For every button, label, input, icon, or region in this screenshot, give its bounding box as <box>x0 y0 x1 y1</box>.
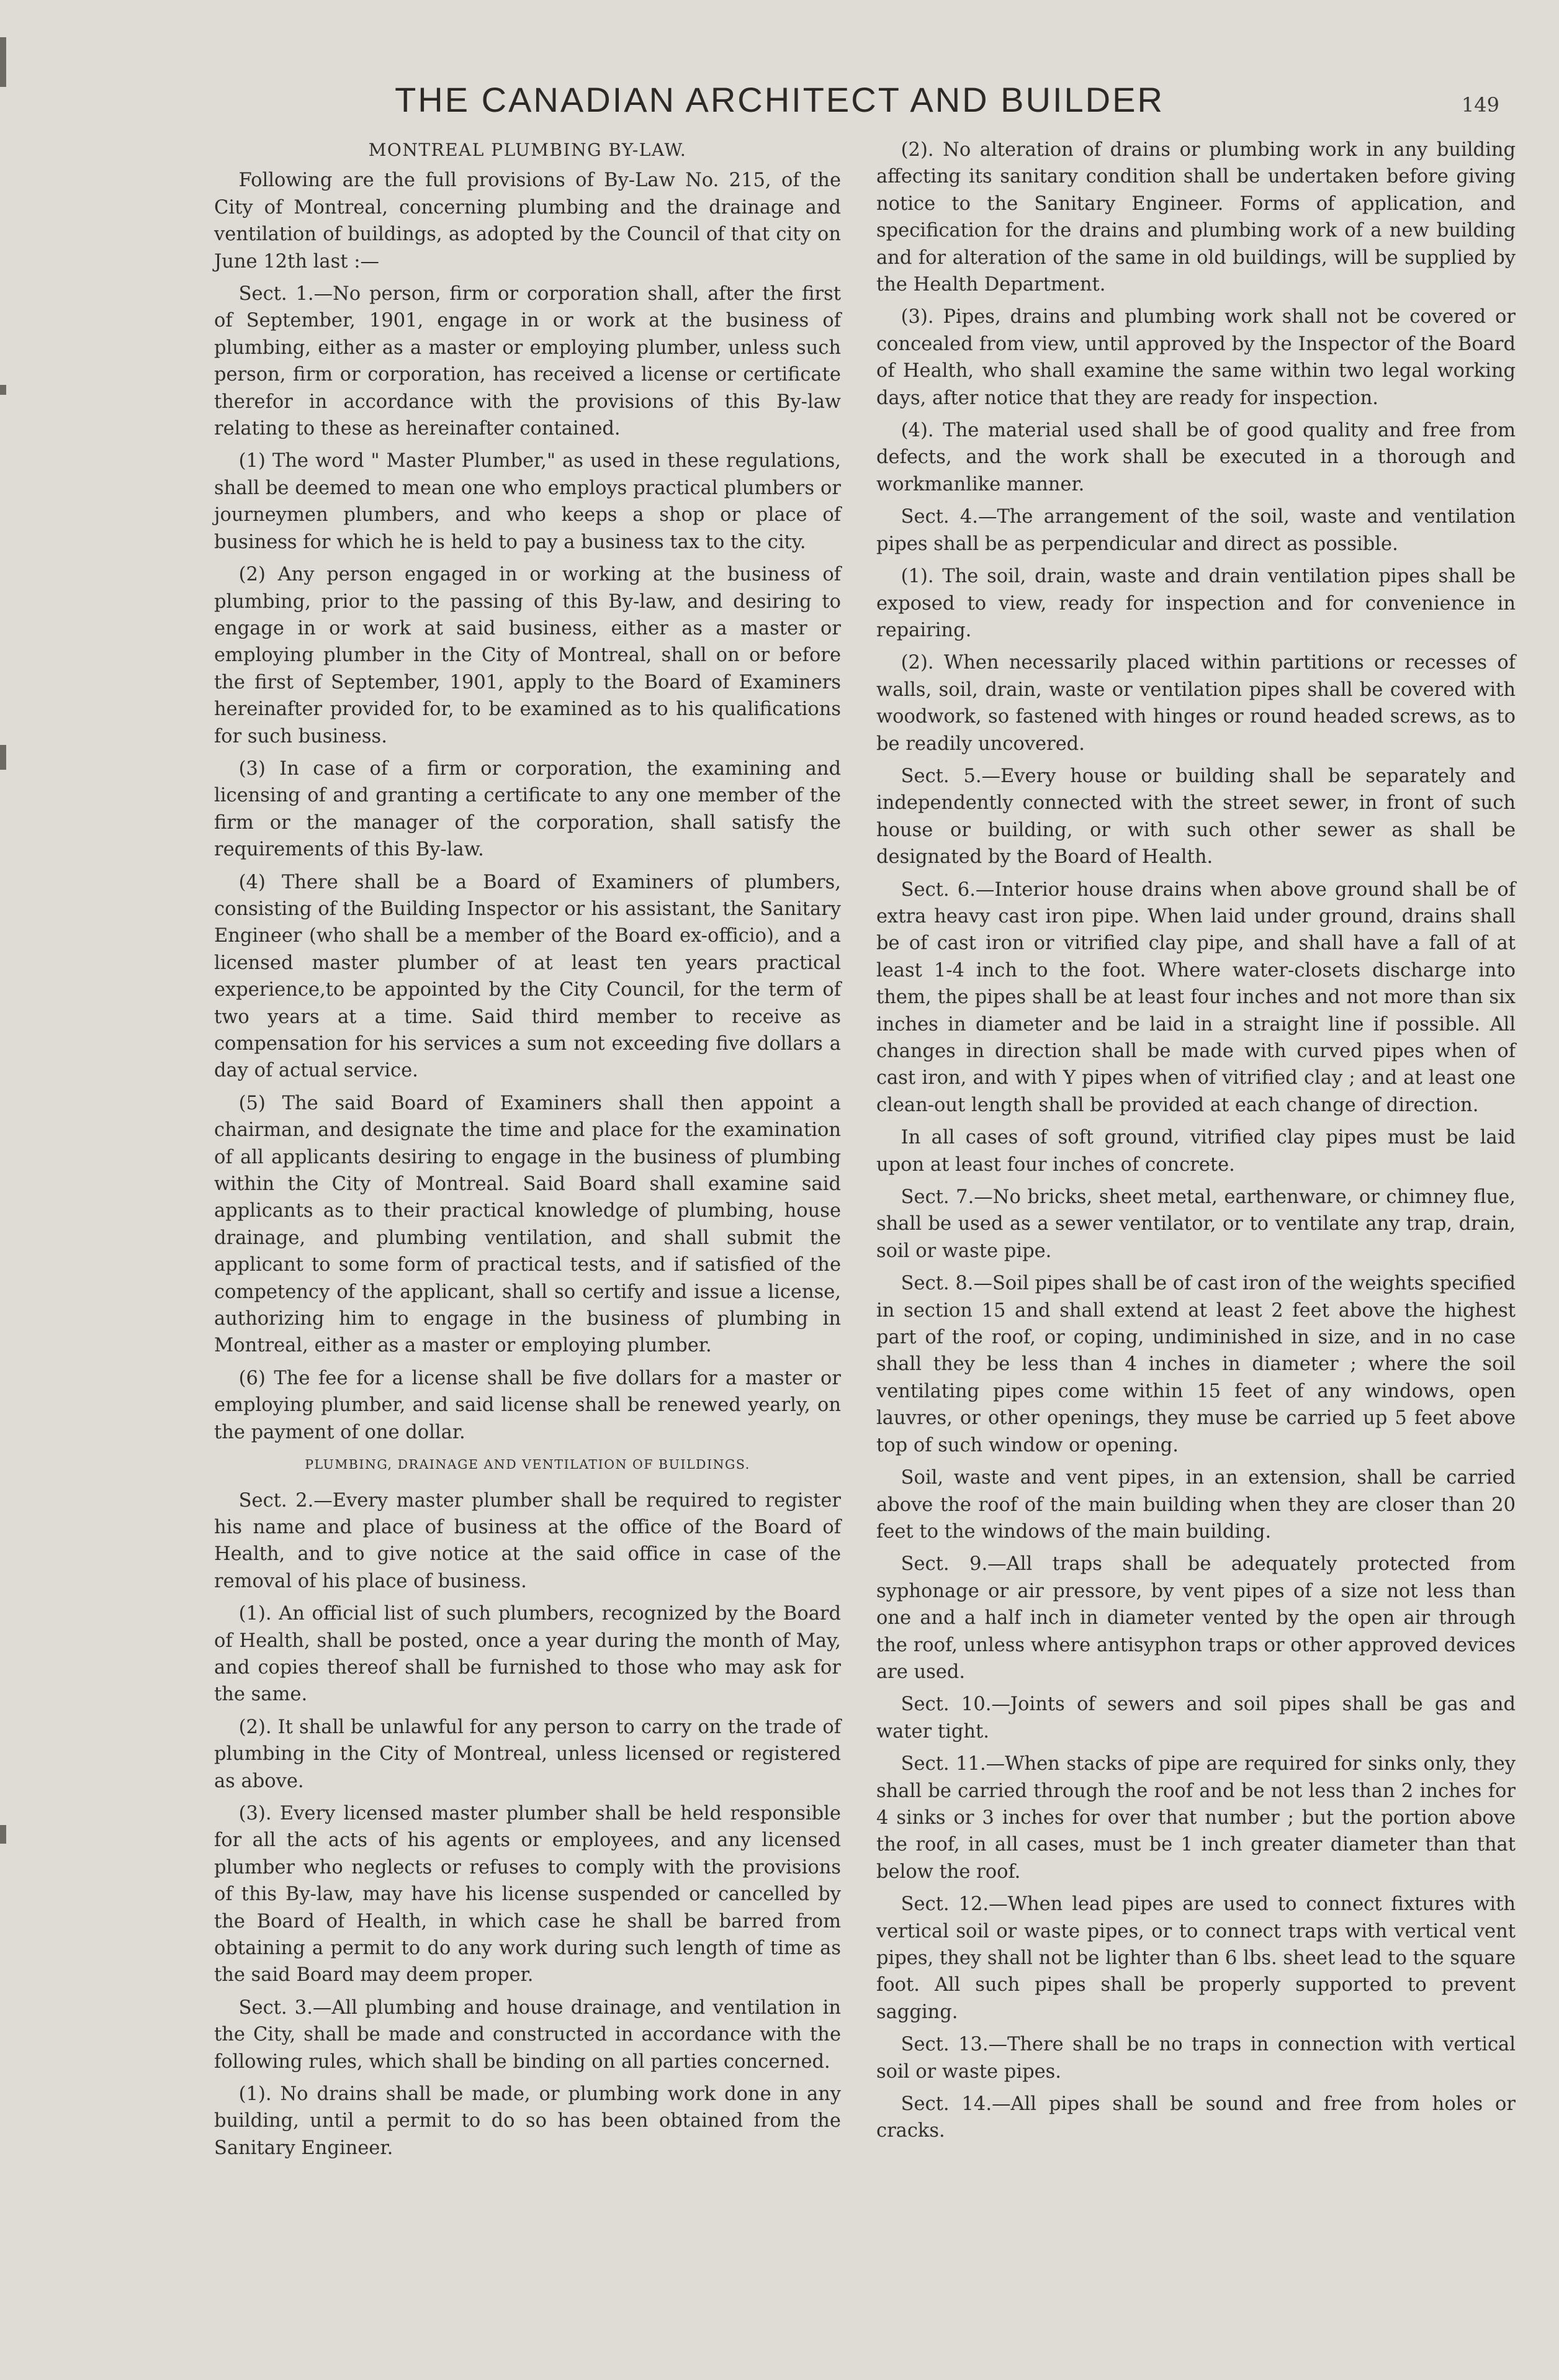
paragraph: Following are the full provisions of By-Law No. 215, of the City of Montreal, concerning plumbing and the drainage and ventilation of buildings, as adopted by the Council of that city on June 12th last :— <box>214 169 841 273</box>
page-edge-mark <box>0 1825 6 1844</box>
page-edge-mark <box>0 385 6 395</box>
paragraph: Sect. 8.—Soil pipes shall be of cast iron of the weights specified in section 15 and shall extend at least 2 feet above the highest part of the roof, or coping, undiminished in size, and in no case shall they be less than 4 inches in diameter ; where the soil ventilating pipes come within 15 feet of any windows, open lauvres, or other openings, they muse be carried up 5 feet above top of such window or opening. <box>876 1273 1516 1456</box>
paragraph: Sect. 7.—No bricks, sheet metal, earthenware, or chimney flue, shall be used as a sewer ventilator, or to ventilate any trap, drain, soil or waste pipe. <box>876 1186 1516 1262</box>
paragraph: (6) The fee for a license shall be five dollars for a master or employing plumber, and said license shall be renewed yearly, on the payment of one dollar. <box>214 1367 841 1443</box>
paragraph: In all cases of soft ground, vitrified clay pipes must be laid upon at least four inches of concrete. <box>876 1127 1516 1176</box>
paragraph: (4) There shall be a Board of Examiners of plumbers, consisting of the Building Inspector or his assistant, the Sanitary Engineer (who shall be a member of the Board ex-officio), and a licensed master plumber of at least ten years practical experience,to be appointed by the City Council, for the term of two years at a time. Said third member to receive as compensation for his services a sum not exceeding five dollars a day of actual service. <box>214 871 841 1082</box>
paragraph: Sect. 14.—All pipes shall be sound and free from holes or cracks. <box>876 2093 1516 2142</box>
left-paragraphs <box>214 167 841 1446</box>
section-subheading: PLUMBING, DRAINAGE AND VENTILATION OF BUILDINGS. <box>305 1457 750 1472</box>
paragraph: (1) The word " Master Plumber," as used in these regulations, shall be deemed to mean one who employs practical plumbers or journeymen plumbers, and who keeps a shop or place of business for which he is held to pay a business tax to the city. <box>214 450 841 553</box>
paragraph: Sect. 4.—The arrangement of the soil, waste and ventilation pipes shall be as perpendicular and direct as possible. <box>876 506 1516 555</box>
paragraph: Sect. 3.—All plumbing and house drainage, and ventilation in the City, shall be made and constructed in accordance with the following rules, which shall be binding on all parties concerned. <box>214 1996 841 2073</box>
paragraph: Soil, waste and vent pipes, in an extension, shall be carried above the roof of the main building when they are closer than 20 feet to the windows of the main building. <box>876 1467 1516 1543</box>
right-column <box>876 137 1516 2150</box>
paragraph: (1). No drains shall be made, or plumbing work done in any building, until a permit to do so has been obtained from the Sanitary Engineer. <box>214 2083 841 2159</box>
left-paragraphs-continued <box>214 1487 841 2162</box>
paragraph: (2). It shall be unlawful for any person to carry on the trade of plumbing in the City of Montreal, unless licensed or registered as above. <box>214 1716 841 1792</box>
paragraph: (2). When necessarily placed within partitions or recesses of walls, soil, drain, waste or ventilation pipes shall be covered with woodwork, so fastened with hinges or round headed screws, as to be readily uncovered. <box>876 652 1516 755</box>
paragraph: Sect. 1.—No person, firm or corporation shall, after the first of September, 1901, engage in or work at the business of plumbing, either as a master or employing plumber, unless such person, firm or corporation, has received a license or certificate therefor in accordance with the provisions of this By-law relating to these as hereinafter contained. <box>214 283 841 440</box>
page-number: 149 <box>1461 93 1499 117</box>
left-column <box>214 137 841 2167</box>
right-paragraphs <box>876 137 1516 2145</box>
paragraph: Sect. 13.—There shall be no traps in connection with vertical soil or waste pipes. <box>876 2034 1516 2083</box>
paragraph: Sect. 12.—When lead pipes are used to connect fixtures with vertical soil or waste pipes, or to connect traps with vertical vent pipes, they shall not be lighter than 6 lbs. sheet lead to the square foot. All such pipes shall be properly supported to prevent sagging. <box>876 1893 1516 2023</box>
paragraph: (1). The soil, drain, waste and drain ventilation pipes shall be exposed to view, ready for inspection and for convenience in repairing. <box>876 566 1516 641</box>
paragraph: Sect. 10.—Joints of sewers and soil pipes shall be gas and water tight. <box>876 1693 1516 1742</box>
paragraph: (5) The said Board of Examiners shall then appoint a chairman, and designate the time and place for the examination of all applicants desiring to engage in the business of plumbing within the City of Montreal. Said Board shall examine said applicants as to their practical knowledge of plumbing, house drainage, and plumbing ventilation, and shall submit the applicant to some form of practical tests, and if satisfied of the competency of the applicant, shall so certify and issue a license, authorizing him to engage in the business of plumbing in Montreal, either as a master or employing plumber. <box>214 1092 841 1357</box>
paragraph: (2) Any person engaged in or working at the business of plumbing, prior to the passing of this By-law, and desiring to engage in or work at said business, either as a master or employing plumber in the City of Montreal, shall on or before the first of September, 1901, apply to the Board of Examiners hereinafter provided for, to be examined as to his qualifications for such business. <box>214 564 841 747</box>
paragraph: Sect. 11.—When stacks of pipe are required for sinks only, they shall be carried through the roof and be not less than 2 inches for 4 sinks or 3 inches for over that number ; but the portion above the roof, in all cases, must be 1 inch greater diameter than that below the roof. <box>876 1753 1516 1883</box>
paragraph: (3). Pipes, drains and plumbing work shall not be covered or concealed from view, until approved by the Inspector of the Board of Health, who shall examine the same within two legal working days, after notice that they are ready for inspection. <box>876 306 1516 409</box>
paragraph: Sect. 5.—Every house or building shall be separately and independently connected with the street sewer, in front of such house or building, or with such other sewer as shall be designated by the Board of Health. <box>876 765 1516 868</box>
paragraph: Sect. 9.—All traps shall be adequately protected from syphonage or air pressore, by vent pipes of a size not less than one and a half inch in diameter vented by the open air through the roof, unless where antisyphon traps or other approved devices are used. <box>876 1553 1516 1683</box>
paragraph: (4). The material used shall be of good quality and free from defects, and the work shall be executed in a thorough and workmanlike manner. <box>876 420 1516 495</box>
page-edge-mark <box>0 745 6 770</box>
paragraph: (3) In case of a firm or corporation, the examining and licensing of and granting a certificate to any one member of the firm or the manager of the corporation, shall satisfy the requirements of this By-law. <box>214 757 841 861</box>
journal-title: THE CANADIAN ARCHITECT AND BUILDER <box>395 80 1164 119</box>
paragraph: (2). No alteration of drains or plumbing work in any building affecting its sanitary condition shall be undertaken before giving notice to the Sanitary Engineer. Forms of application, and specification for the drains and plumbing work of a new building and for alteration of the same in old buildings, will be supplied by the Health Department. <box>876 139 1516 296</box>
article-title: MONTREAL PLUMBING BY-LAW. <box>368 140 687 160</box>
paragraph: Sect. 2.—Every master plumber shall be required to register his name and place of business at the office of the Board of Health, and to give notice at the said office in case of the removal of his place of business. <box>214 1489 841 1592</box>
paragraph: (3). Every licensed master plumber shall be held responsible for all the acts of his agents or employees, and any licensed plumber who neglects or refuses to comply with the provisions of this By-law, may have his license suspended or cancelled by the Board of Health, in which case he shall be barred from obtaining a permit to do any work during such length of time as the said Board may deem proper. <box>214 1802 841 1986</box>
paragraph: (1). An official list of such plumbers, recognized by the Board of Health, shall be posted, once a year during the month of May, and copies thereof shall be furnished to those who may ask for the same. <box>214 1603 841 1706</box>
paragraph: Sect. 6.—Interior house drains when above ground shall be of extra heavy cast iron pipe. When laid under ground, drains shall be of cast iron or vitrified clay pipe, and shall have a fall of at least 1-4 inch to the foot. Where water-closets discharge into them, the pipes shall be at least four inches and not more than six inches in diameter and be laid in a straight line if possible. All changes in direction shall be made with curved pipes when of cast iron, and with Y pipes when of vitrified clay ; and at least one clean-out length shall be provided at each change of direction. <box>876 878 1516 1116</box>
